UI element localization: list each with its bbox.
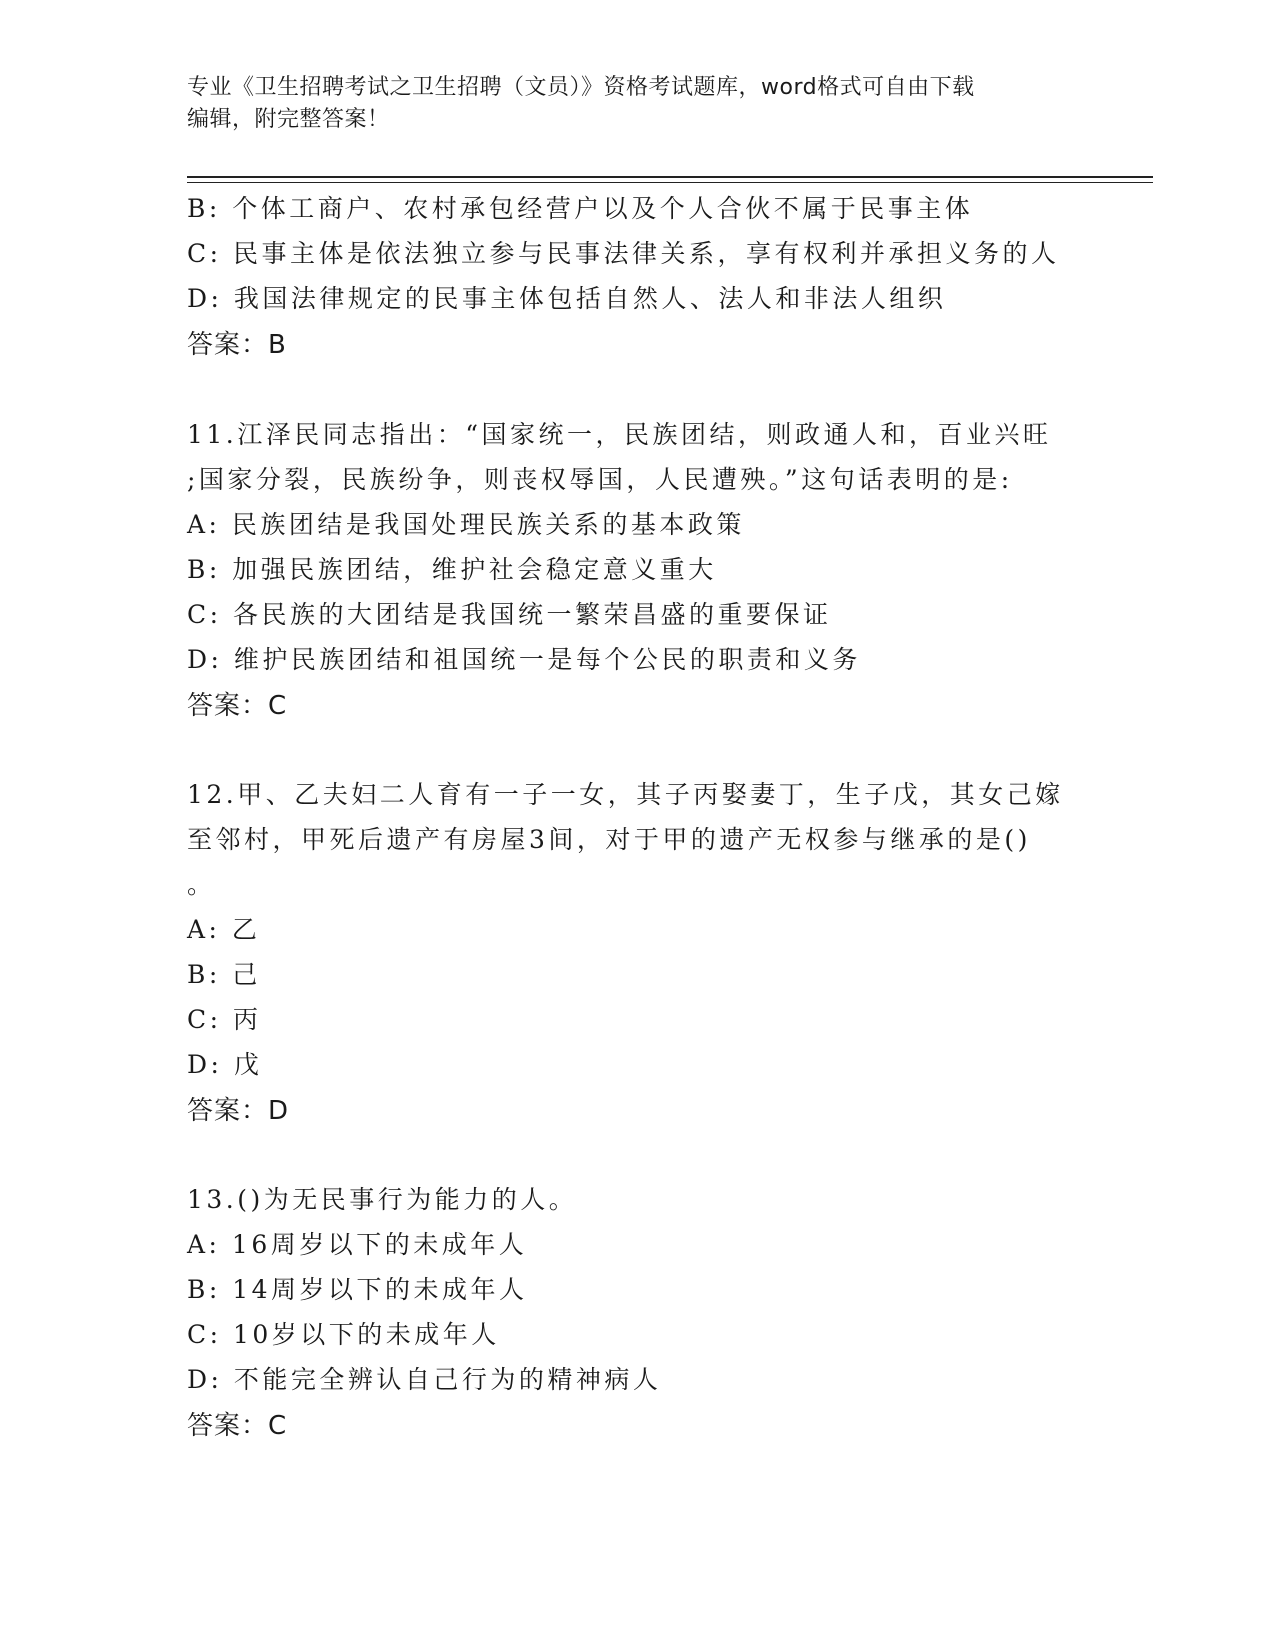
q10-option-b: B: 个体工商户、农村承包经营户以及个人合伙不属于民事主体 bbox=[187, 194, 974, 223]
q12-option-c: C: 丙 bbox=[187, 1005, 262, 1034]
header-divider-thin bbox=[187, 182, 1153, 183]
q12-option-d: D: 戊 bbox=[187, 1050, 263, 1079]
q10-option-c: C: 民事主体是依法独立参与民事法律关系，享有权利并承担义务的人 bbox=[187, 239, 1060, 268]
q11-stem-line-1: 11.江泽民同志指出：“国家统一，民族团结，则政通人和，百业兴旺 bbox=[187, 420, 1052, 449]
q12-stem-line-2: 至邻村，甲死后遗产有房屋3间，对于甲的遗产无权参与继承的是() bbox=[187, 825, 1031, 854]
q11-option-b: B: 加强民族团结，维护社会稳定意义重大 bbox=[187, 555, 717, 584]
q11-option-d: D: 维护民族团结和祖国统一是每个公民的职责和义务 bbox=[187, 645, 861, 674]
q10-option-d: D: 我国法律规定的民事主体包括自然人、法人和非法人组织 bbox=[187, 284, 947, 313]
q11-answer: 答案：C bbox=[187, 691, 288, 721]
q13-option-b: B: 14周岁以下的未成年人 bbox=[187, 1275, 528, 1304]
q13-option-d: D: 不能完全辨认自己行为的精神病人 bbox=[187, 1365, 662, 1394]
q13-option-c: C: 10岁以下的未成年人 bbox=[187, 1320, 500, 1349]
q12-answer: 答案：D bbox=[187, 1096, 290, 1126]
header-line-2: 编辑，附完整答案！ bbox=[187, 107, 390, 132]
q12-stem-line-1: 12.甲、乙夫妇二人育有一子一女，其子丙娶妻丁，生子戊，其女己嫁 bbox=[187, 780, 1064, 809]
q12-stem-line-3: 。 bbox=[187, 870, 216, 899]
q13-answer: 答案：C bbox=[187, 1411, 288, 1441]
q12-option-a: A: 乙 bbox=[187, 915, 261, 944]
header-line-1: 专业《卫生招聘考试之卫生招聘（文员）》资格考试题库，word格式可自由下载 bbox=[187, 75, 975, 100]
header-divider-thick bbox=[187, 176, 1153, 178]
q12-option-b: B: 己 bbox=[187, 960, 261, 989]
q10-answer: 答案：B bbox=[187, 330, 287, 360]
q13-stem-line-1: 13.()为无民事行为能力的人。 bbox=[187, 1185, 578, 1214]
q11-option-a: A: 民族团结是我国处理民族关系的基本政策 bbox=[187, 510, 745, 539]
document-header bbox=[187, 72, 1067, 136]
q11-option-c: C: 各民族的大团结是我国统一繁荣昌盛的重要保证 bbox=[187, 600, 832, 629]
q13-option-a: A: 16周岁以下的未成年人 bbox=[187, 1230, 528, 1259]
q11-stem-line-2: ;国家分裂，民族纷争，则丧权辱国，人民遭殃。”这句话表明的是: bbox=[187, 465, 1013, 494]
